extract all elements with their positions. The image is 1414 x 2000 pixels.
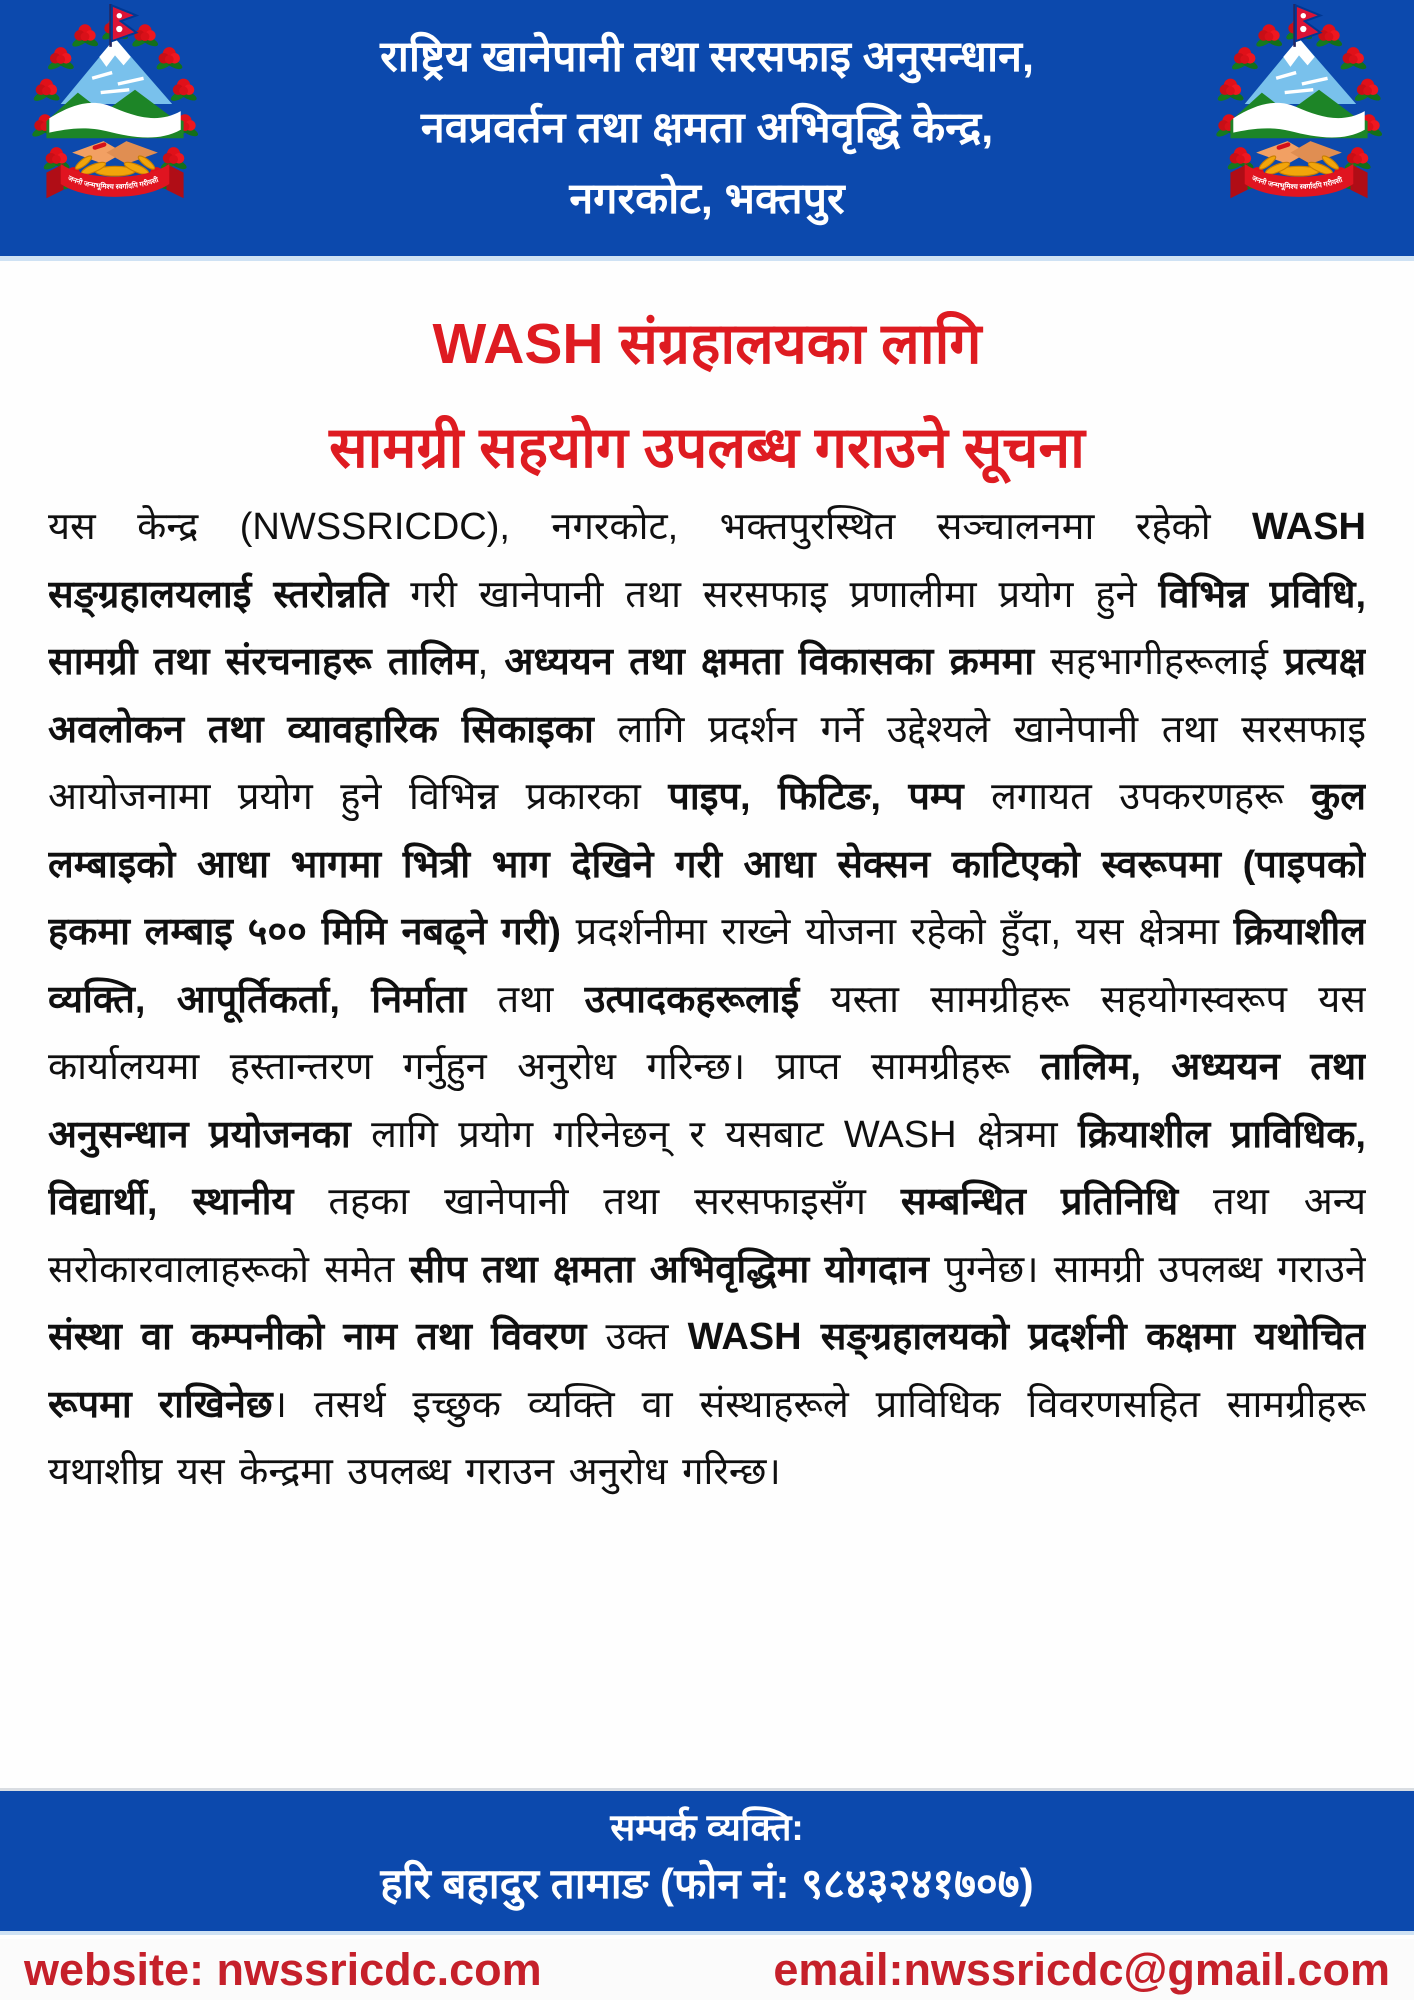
svg-text:जननी जन्मभूमिश्च स्वर्गादपि गर: जननी जन्मभूमिश्च स्वर्गादपि गरीयसी	[1250, 174, 1344, 192]
notice-title-line-2: सामग्री सहयोग उपलब्ध गराउने सूचना	[329, 416, 1085, 480]
contact-person: हरि बहादुर तामाङ (फोन नं: ९८४३२४१७०७)	[380, 1860, 1034, 1907]
contact-label: सम्पर्क व्यक्ति:	[610, 1807, 804, 1848]
website-text: website: nwssricdc.com	[24, 1943, 542, 1995]
contact-band	[0, 1788, 1414, 1935]
svg-text:जननी जन्मभूमिश्च स्वर्गादपि गर: जननी जन्मभूमिश्च स्वर्गादपि गरीयसी	[66, 174, 160, 192]
notice-body-paragraph: यस केन्द्र (NWSSRICDC), नगरकोट, भक्तपुरस्थित सञ्चालनमा रहेको WASH सङ्ग्रहालयलाई स्तरोन्नति गरी खानेपानी तथा सरसफाइ प्रणालीमा प्रयोग हुने विभिन्न प्रविधि, सामग्री तथा संरचनाहरू तालिम, अध्ययन तथा क्षमता विकासका क्रममा सहभागीहरूलाई प्रत्यक्ष अवलोकन तथा व्यावहारिक सिकाइका लागि प्रदर्शन गर्ने उद्देश्यले खानेपानी तथा सरसफाइ आयोजनामा प्रयोग हुने विभिन्न प्रकारका पाइप, फिटिङ, पम्प लगायत उपकरणहरू कुल लम्बाइको आधा भागमा भित्री भाग देखिने गरी आधा सेक्सन काटिएको स्वरूपमा (पाइपको हकमा लम्बाइ ५०० मिमि नबढ्ने गरी) प्रदर्शनीमा राख्ने योजना रहेको हुँदा, यस क्षेत्रमा क्रियाशील व्यक्ति, आपूर्तिकर्ता, निर्माता तथा उत्पादकहरूलाई यस्ता सामग्रीहरू सहयोगस्वरूप यस कार्यालयमा हस्तान्तरण गर्नुहुन अनुरोध गरिन्छ। प्राप्त सामग्रीहरू तालिम, अध्ययन तथा अनुसन्धान प्रयोजनका लागि प्रयोग गरिनेछन् र यसबाट WASH क्षेत्रमा क्रियाशील प्राविधिक, विद्यार्थी, स्थानीय तहका खानेपानी तथा सरसफाइसँग सम्बन्धित प्रतिनिधि तथा अन्य सरोकारवालाहरूको समेत सीप तथा क्षमता अभिवृद्धिमा योगदान पुग्नेछ। सामग्री उपलब्ध गराउने संस्था वा कम्पनीको नाम तथा विवरण उक्त WASH सङ्ग्रहालयको प्रदर्शनी कक्षमा यथोचित रूपमा राखिनेछ। तसर्थ इच्छुक व्यक्ति वा संस्थाहरूले प्राविधिक विवरणसहित सामग्रीहरू यथाशीघ्र यस केन्द्रमा उपलब्ध गराउन अनुरोध गरिन्छ।	[48, 506, 1366, 1493]
nepal-coat-of-arms-icon	[1210, 4, 1388, 204]
org-name-block	[380, 22, 1034, 235]
org-location-line: नगरकोट, भक्तपुर	[569, 174, 845, 223]
org-name-line-1: राष्ट्रिय खानेपानी तथा सरसफाइ अनुसन्धान,	[380, 32, 1034, 81]
header-banner	[0, 0, 1414, 261]
nepal-coat-of-arms-icon	[26, 4, 204, 204]
footer-bar	[0, 1939, 1414, 2000]
email-text: email:nwssricdc@gmail.com	[773, 1943, 1390, 1995]
notice-title	[0, 292, 1414, 500]
org-name-line-2: नवप्रवर्तन तथा क्षमता अभिवृद्धि केन्द्र,	[420, 103, 994, 152]
notice-title-line-1: WASH संग्रहालयका लागि	[432, 312, 982, 376]
